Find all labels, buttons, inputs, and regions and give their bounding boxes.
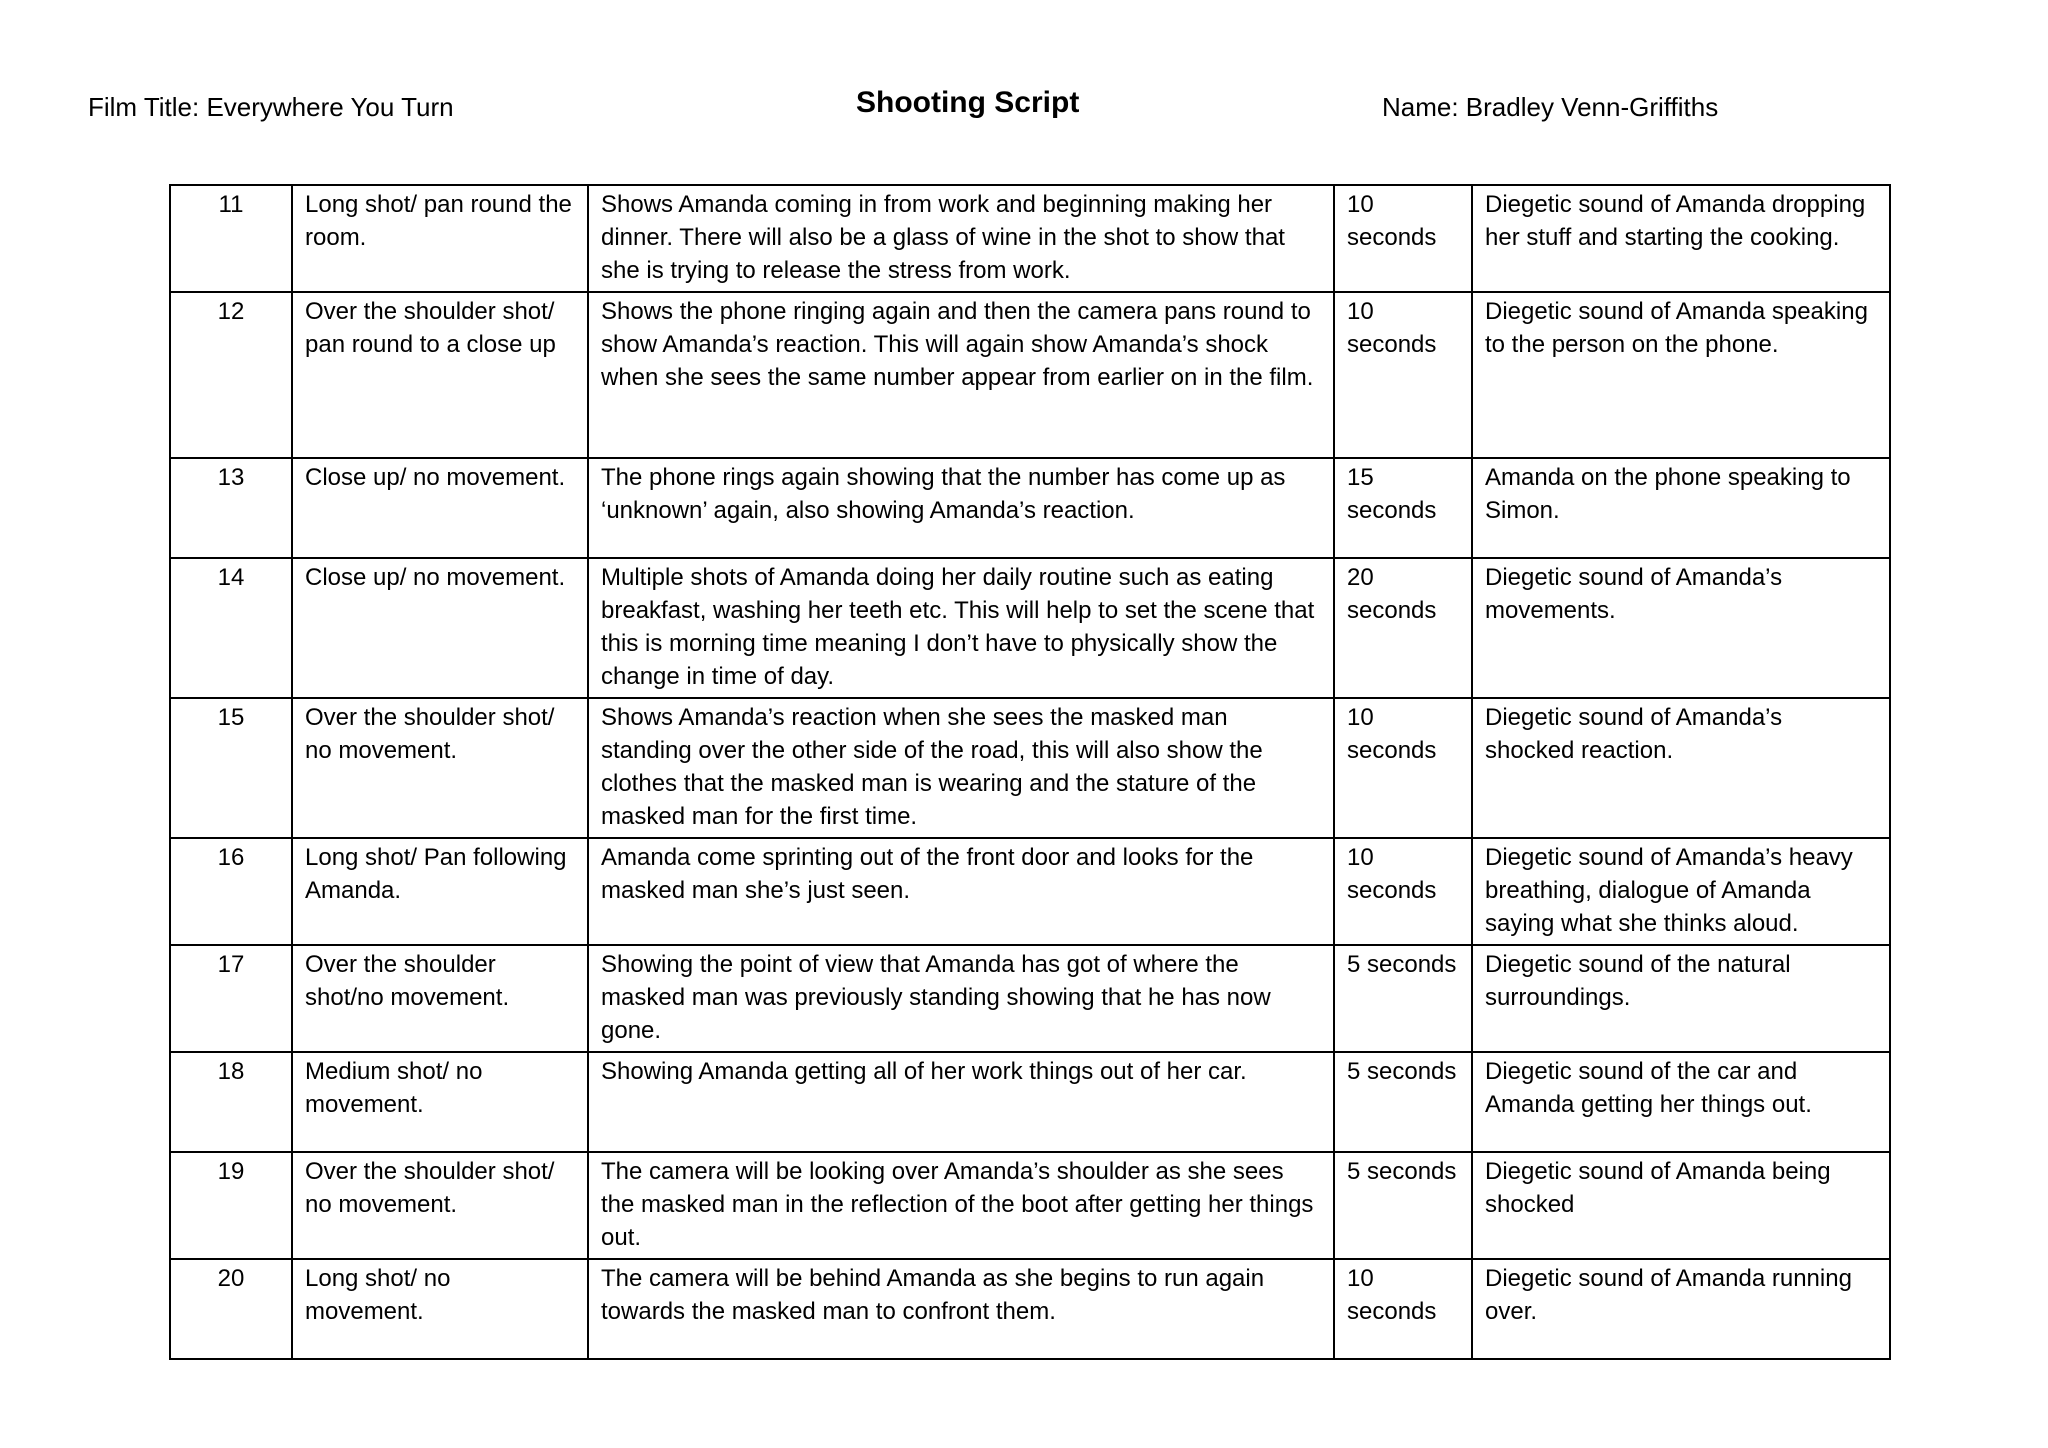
shot-description-cell: Shows the phone ringing again and then the camera pans round to show Amanda’s reaction. This will again show Amanda’s shock when she sees the same number appear from earlier on in the film. [588,292,1334,458]
shot-number-cell: 20 [170,1259,292,1359]
shot-duration-cell: 10 seconds [1334,1259,1472,1359]
shot-description-cell: Showing the point of view that Amanda has got of where the masked man was previously standing showing that he has now gone. [588,945,1334,1052]
shot-type-cell: Long shot/ pan round the room. [292,185,588,292]
shot-number-cell: 17 [170,945,292,1052]
shot-description-cell: The camera will be looking over Amanda’s shoulder as she sees the masked man in the reflection of the boot after getting her things out. [588,1152,1334,1259]
shot-number-cell: 14 [170,558,292,698]
shot-number-cell: 18 [170,1052,292,1152]
shot-number-cell: 19 [170,1152,292,1259]
film-title: Film Title: Everywhere You Turn [88,92,454,122]
shot-description-cell: Shows Amanda coming in from work and beginning making her dinner. There will also be a glass of wine in the shot to show that she is trying to release the stress from work. [588,185,1334,292]
shot-description-cell: The phone rings again showing that the number has come up as ‘unknown’ again, also showing Amanda’s reaction. [588,458,1334,558]
shot-description-cell: Shows Amanda’s reaction when she sees the masked man standing over the other side of the road, this will also show the clothes that the masked man is wearing and the stature of the masked man for the first time. [588,698,1334,838]
table-row [170,698,1890,838]
page-title: Shooting Script [856,86,1080,119]
shot-duration-cell: 5 seconds [1334,945,1472,1052]
shot-sound-cell: Diegetic sound of the car and Amanda getting her things out. [1472,1052,1890,1152]
shot-description-cell: Multiple shots of Amanda doing her daily routine such as eating breakfast, washing her teeth etc. This will help to set the scene that this is morning time meaning I don’t have to physically show the change in time of day. [588,558,1334,698]
shot-sound-cell: Diegetic sound of Amanda speaking to the person on the phone. [1472,292,1890,458]
shot-description-cell: Showing Amanda getting all of her work things out of her car. [588,1052,1334,1152]
shot-type-cell: Close up/ no movement. [292,458,588,558]
table-row [170,292,1890,458]
shot-number-cell: 12 [170,292,292,458]
shot-number-cell: 13 [170,458,292,558]
table-row [170,1152,1890,1259]
shot-duration-cell: 10 seconds [1334,292,1472,458]
table-row [170,945,1890,1052]
shot-type-cell: Over the shoulder shot/ no movement. [292,1152,588,1259]
shot-sound-cell: Diegetic sound of Amanda’s movements. [1472,558,1890,698]
shot-number-cell: 11 [170,185,292,292]
table-row [170,458,1890,558]
shot-sound-cell: Diegetic sound of Amanda’s shocked reaction. [1472,698,1890,838]
shot-duration-cell: 10 seconds [1334,838,1472,945]
table-row [170,838,1890,945]
shot-duration-cell: 5 seconds [1334,1152,1472,1259]
author-name: Name: Bradley Venn-Griffiths [1382,92,1719,122]
table-row [170,185,1890,292]
shot-duration-cell: 5 seconds [1334,1052,1472,1152]
shot-duration-cell: 20 seconds [1334,558,1472,698]
shot-sound-cell: Diegetic sound of Amanda’s heavy breathing, dialogue of Amanda saying what she thinks aloud. [1472,838,1890,945]
shot-description-cell: The camera will be behind Amanda as she begins to run again towards the masked man to confront them. [588,1259,1334,1359]
shot-duration-cell: 10 seconds [1334,698,1472,838]
shot-type-cell: Over the shoulder shot/ no movement. [292,698,588,838]
shot-sound-cell: Diegetic sound of Amanda being shocked [1472,1152,1890,1259]
shot-sound-cell: Diegetic sound of Amanda dropping her stuff and starting the cooking. [1472,185,1890,292]
shot-duration-cell: 15 seconds [1334,458,1472,558]
table-row [170,1052,1890,1152]
shot-sound-cell: Amanda on the phone speaking to Simon. [1472,458,1890,558]
shot-number-cell: 15 [170,698,292,838]
shot-sound-cell: Diegetic sound of the natural surroundings. [1472,945,1890,1052]
document-header [0,86,2048,130]
shot-type-cell: Over the shoulder shot/no movement. [292,945,588,1052]
shooting-script-table [169,184,1891,1360]
shot-type-cell: Over the shoulder shot/ pan round to a close up [292,292,588,458]
shot-type-cell: Long shot/ Pan following Amanda. [292,838,588,945]
shot-type-cell: Medium shot/ no movement. [292,1052,588,1152]
shot-number-cell: 16 [170,838,292,945]
shot-sound-cell: Diegetic sound of Amanda running over. [1472,1259,1890,1359]
table-row [170,558,1890,698]
shot-type-cell: Long shot/ no movement. [292,1259,588,1359]
shot-description-cell: Amanda come sprinting out of the front door and looks for the masked man she’s just seen. [588,838,1334,945]
table-row [170,1259,1890,1359]
shot-type-cell: Close up/ no movement. [292,558,588,698]
shot-duration-cell: 10 seconds [1334,185,1472,292]
